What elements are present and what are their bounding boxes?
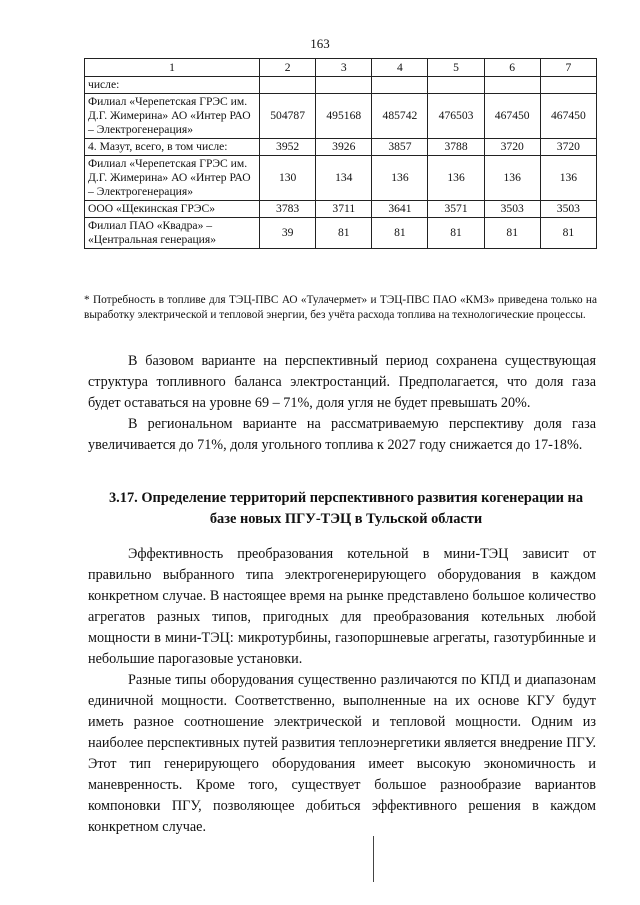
table-header-row [85, 59, 597, 77]
table-header: 2 [260, 59, 316, 77]
cell: 81 [484, 218, 540, 249]
row-name: числе: [85, 77, 260, 94]
cell [316, 77, 372, 94]
cell: 3571 [428, 201, 484, 218]
row-name: 4. Мазут, всего, в том числе: [85, 139, 260, 156]
fuel-table [84, 58, 597, 249]
cell: 81 [316, 218, 372, 249]
section-heading: 3.17. Определение территорий перспективного развития когенерации на базе новых ПГУ-ТЭЦ в Тульской области [108, 490, 584, 527]
paragraph: В базовом варианте на перспективный период сохранена существующая структура топливного баланса электростанций. Предполагается, что доля газа будет оставаться на уровне 69 – 71%, доля угля не будет превышать 20%. [88, 353, 596, 411]
page-number: 163 [310, 36, 330, 51]
cell: 495168 [316, 94, 372, 139]
cell: 81 [372, 218, 428, 249]
row-name: Филиал «Черепетская ГРЭС им. Д.Г. Жимерина» АО «Интер РАО – Электрогенерация» [85, 94, 260, 139]
cell: 485742 [372, 94, 428, 139]
cell: 136 [372, 156, 428, 201]
cell: 3503 [484, 201, 540, 218]
table-row [85, 94, 597, 139]
table-row [85, 139, 597, 156]
cell: 39 [260, 218, 316, 249]
table-row [85, 218, 597, 249]
table-header: 6 [484, 59, 540, 77]
scan-artifact-line [373, 836, 374, 882]
row-name: Филиал ПАО «Квадра» – «Центральная генерация» [85, 218, 260, 249]
cell: 3641 [372, 201, 428, 218]
cell: 3720 [540, 139, 596, 156]
table-header: 5 [428, 59, 484, 77]
cell: 3926 [316, 139, 372, 156]
cell: 136 [540, 156, 596, 201]
cell: 81 [428, 218, 484, 249]
table-header: 7 [540, 59, 596, 77]
cell: 134 [316, 156, 372, 201]
table-header: 3 [316, 59, 372, 77]
paragraph: Эффективность преобразования котельной в мини-ТЭЦ зависит от правильно выбранного типа электрогенерирующего оборудования в каждом конкретном случае. В настоящее время на рынке представлено большое количество агрегатов разных типов, пригодных для преобразования котельных любой мощности в мини-ТЭЦ: микротурбины, газопоршневые агрегаты, газотурбинные и небольшие парогазовые установки. [88, 546, 596, 667]
cell: 467450 [540, 94, 596, 139]
table-row [85, 77, 597, 94]
paragraph: В региональном варианте на рассматриваемую перспективу доля газа увеличивается до 71%, доля угольного топлива к 2027 году снижается до 17-18%. [88, 416, 596, 453]
cell [428, 77, 484, 94]
cell: 3711 [316, 201, 372, 218]
cell [260, 77, 316, 94]
cell: 3720 [484, 139, 540, 156]
cell: 3952 [260, 139, 316, 156]
cell: 136 [428, 156, 484, 201]
cell: 81 [540, 218, 596, 249]
cell: 3783 [260, 201, 316, 218]
table-row [85, 201, 597, 218]
row-name: Филиал «Черепетская ГРЭС им. Д.Г. Жимерина» АО «Интер РАО – Электрогенерация» [85, 156, 260, 201]
cell [372, 77, 428, 94]
row-name: ООО «Щекинская ГРЭС» [85, 201, 260, 218]
cell: 504787 [260, 94, 316, 139]
cell: 3503 [540, 201, 596, 218]
paragraph: Разные типы оборудования существенно различаются по КПД и диапазонам единичной мощности. Соответственно, выполненные на их основе КГУ будут иметь разное соотношение электрической и тепловой мощности. Одним из наиболее перспективных путей развития теплоэнергетики является внедрение ПГУ. Этот тип генерирующего оборудования имеет высокую экономичность и маневренность. Кроме того, существует большое разнообразие вариантов компоновки ПГУ, позволяющее добиться эффективного решения в каждом конкретном случае. [88, 672, 596, 835]
cell [540, 77, 596, 94]
cell: 476503 [428, 94, 484, 139]
cell: 130 [260, 156, 316, 201]
table-footnote: * Потребность в топливе для ТЭЦ-ПВС АО «Тулачермет» и ТЭЦ-ПВС ПАО «КМЗ» приведена только на выработку электрической и тепловой энергии, без учёта расхода топлива на технологические процессы. [84, 294, 597, 321]
cell: 467450 [484, 94, 540, 139]
table-header: 1 [85, 59, 260, 77]
cell: 136 [484, 156, 540, 201]
table-row [85, 156, 597, 201]
cell: 3857 [372, 139, 428, 156]
cell: 3788 [428, 139, 484, 156]
cell [484, 77, 540, 94]
table-header: 4 [372, 59, 428, 77]
